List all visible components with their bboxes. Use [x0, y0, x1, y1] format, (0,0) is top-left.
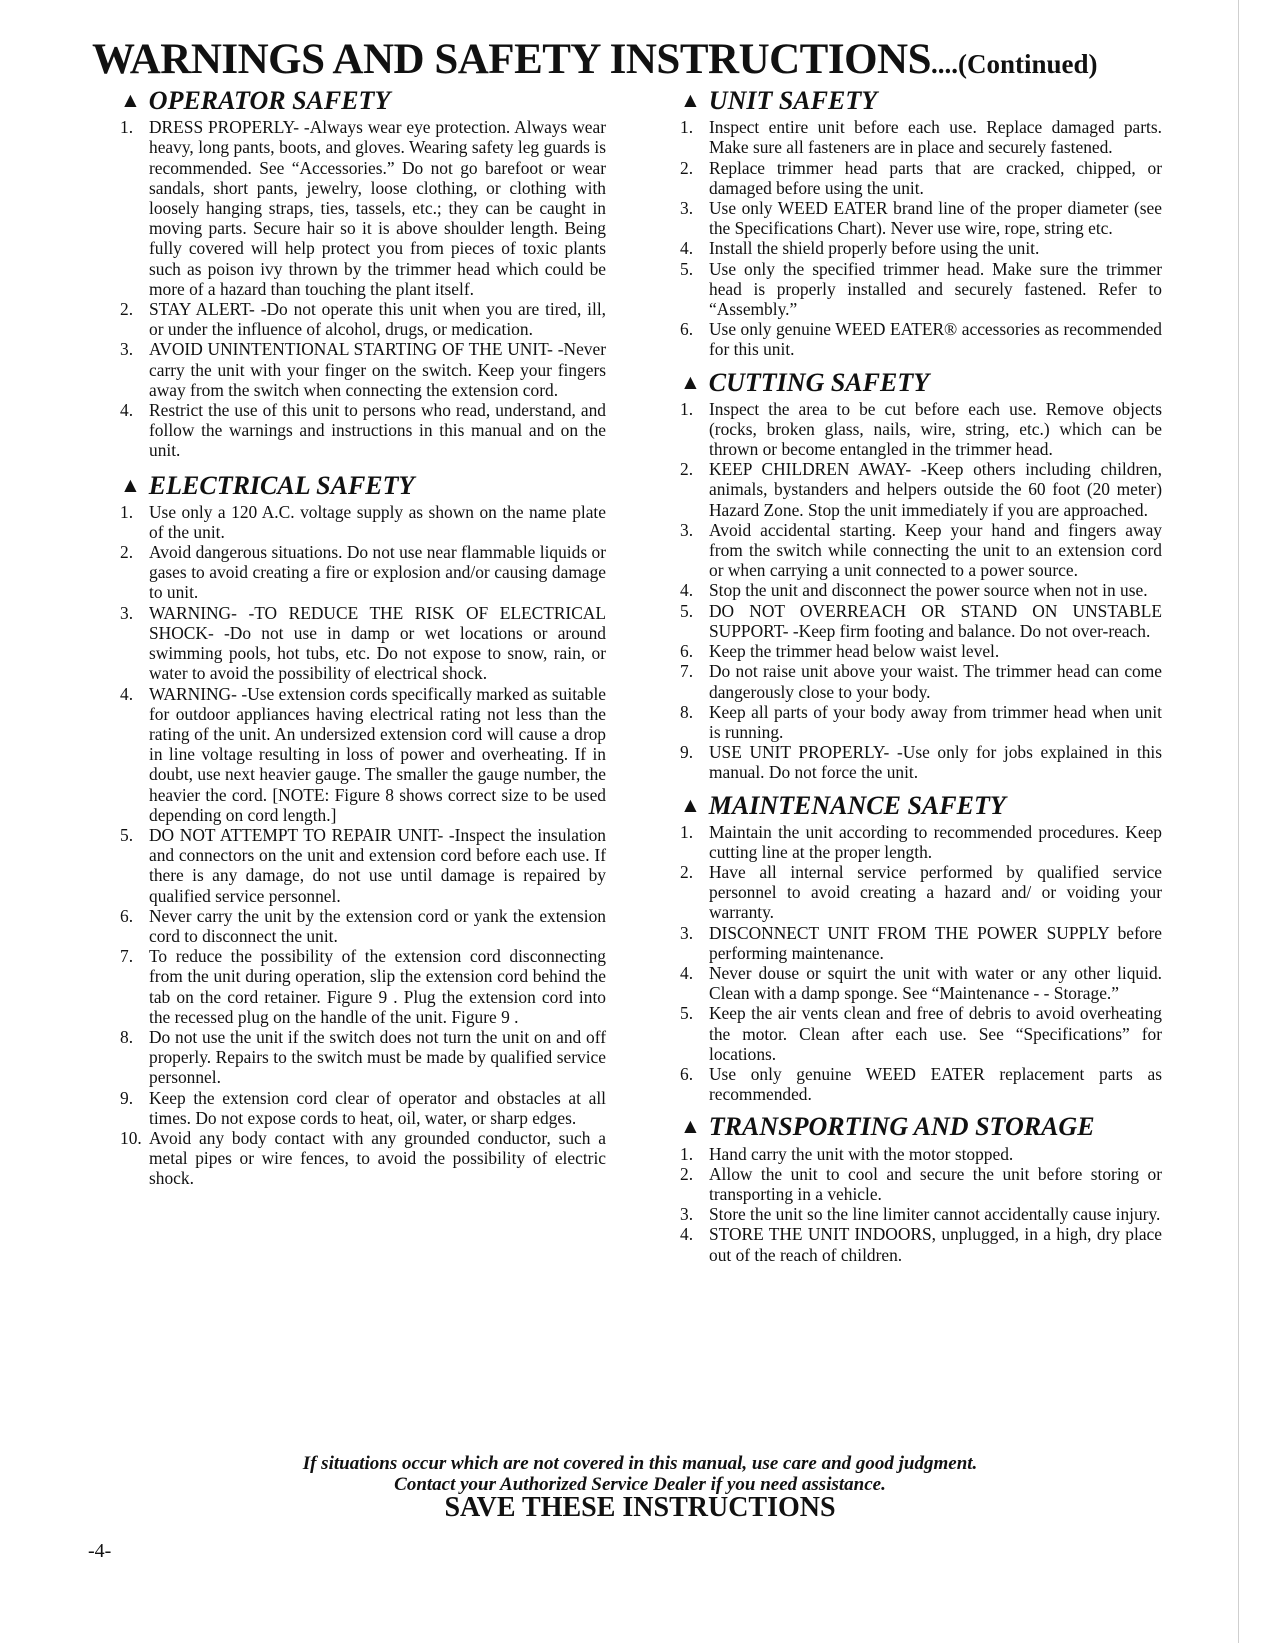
list-item	[680, 702, 1162, 742]
item-text: WARNING- -Use extension cords specifically marked as suitable for outdoor appliances having electrical rating not less than the rating of the unit. An undersized extension cord will cause a drop in line voltage resulting in loss of power and overheating. If in doubt, use next heavier gauge. The smaller the gauge number, the heavier the cord. [NOTE: Figure 8 shows correct size to be used depending on cord length.]	[149, 683, 606, 825]
item-number: 6.	[120, 905, 134, 926]
item-text: Inspect the area to be cut before each use. Remove objects (rocks, broken glass, nails, wire, string, etc.) which can be thrown or become entangled in the trimmer head.	[709, 398, 1162, 460]
list-item	[680, 1224, 1162, 1264]
item-number: 5.	[680, 600, 694, 621]
item-number: 1.	[680, 821, 694, 842]
item-number: 2.	[680, 862, 694, 883]
section-heading	[120, 86, 606, 115]
list-item	[680, 742, 1162, 782]
warning-triangle-icon: ▲	[120, 472, 141, 497]
item-text: DO NOT OVERREACH OR STAND ON UNSTABLE SUPPORT- -Keep firm footing and balance. Do not over-reach.	[709, 600, 1162, 641]
warning-triangle-icon: ▲	[680, 1114, 701, 1139]
item-number: 4.	[680, 1224, 694, 1245]
list-item	[680, 923, 1162, 963]
section-heading	[680, 791, 1162, 820]
item-number: 1.	[120, 117, 134, 138]
warning-triangle-icon: ▲	[120, 88, 141, 112]
list-item	[680, 520, 1162, 581]
item-text: Replace trimmer head parts that are cracked, chipped, or damaged before using the unit.	[709, 157, 1162, 198]
item-number: 6.	[680, 641, 694, 662]
item-number: 3.	[120, 602, 134, 623]
item-number: 9.	[120, 1087, 134, 1108]
electrical-safety-list	[120, 502, 606, 1189]
list-item	[680, 963, 1162, 1003]
item-text: KEEP CHILDREN AWAY- -Keep others including children, animals, bystanders and helpers outside the 60 foot (20 meter) Hazard Zone. Stop the unit immediately if you are approached.	[709, 459, 1162, 520]
list-item	[680, 399, 1162, 460]
item-number: 2.	[680, 157, 694, 178]
item-text: DRESS PROPERLY- -Always wear eye protection. Always wear heavy, long pants, boots, and gloves. Wearing safety leg guards is recommended. See “Accessories.” Do not go barefoot or wear sandals, short pants, jewelry, loose clothing, or clothing with loosely hanging straps, ties, tassels, etc.; they can be caught in moving parts. Secure hair so it is above shoulder length. Being fully covered will help protect you from pieces of toxic plants such as poison ivy thrown by the trimmer head which could be more of a hazard than touching the plant itself.	[149, 117, 606, 299]
item-number: 1.	[120, 501, 134, 522]
list-item	[680, 580, 1162, 600]
item-text: Use only the specified trimmer head. Make sure the trimmer head is properly installed and securely fastened. Refer to “Assembly.”	[709, 258, 1162, 319]
item-text: Avoid any body contact with any grounded conductor, such a metal pipes or wire fences, to avoid the possibility of electric shock.	[149, 1127, 606, 1189]
item-text: STAY ALERT- -Do not operate this unit when you are tired, ill, or under the influence of alcohol, drugs, or medication.	[149, 298, 606, 340]
item-text: Use only genuine WEED EATER replacement parts as recommended.	[709, 1064, 1162, 1105]
right-column	[680, 86, 1162, 1265]
section-heading-text: OPERATOR SAFETY	[148, 86, 391, 115]
list-item	[120, 946, 606, 1027]
item-text: Never douse or squirt the unit with water or any other liquid. Clean with a damp sponge. See “Maintenance - - Storage.”	[709, 963, 1162, 1004]
list-item	[120, 117, 606, 299]
scan-edge-divider	[1238, 0, 1239, 1643]
section-heading-text: UNIT SAFETY	[708, 86, 878, 115]
item-number: 3.	[680, 922, 694, 943]
list-item	[120, 339, 606, 400]
item-text: Never carry the unit by the extension cord or yank the extension cord to disconnect the unit.	[149, 905, 606, 946]
electrical-safety-section	[120, 471, 606, 1189]
footer-note-line-2: Contact your Authorized Service Dealer if you need assistance.	[394, 1474, 886, 1495]
item-text: Have all internal service performed by qualified service personnel to avoid creating a hazard and/ or voiding your warranty.	[709, 862, 1162, 923]
item-number: 8.	[680, 701, 694, 722]
list-item	[120, 502, 606, 542]
list-item	[680, 459, 1162, 520]
item-text: Do not raise unit above your waist. The trimmer head can come dangerously close to your body.	[709, 661, 1162, 702]
item-number: 2.	[680, 459, 694, 480]
section-heading	[680, 368, 1162, 397]
item-number: 4.	[680, 238, 694, 259]
list-item	[120, 1027, 606, 1088]
item-text: Avoid dangerous situations. Do not use near flammable liquids or gases to avoid creating a fire or explosion and/or causing damage to unit.	[149, 542, 606, 603]
item-number: 3.	[680, 1204, 694, 1225]
item-number: 6.	[680, 1064, 694, 1085]
section-heading	[680, 86, 1162, 115]
list-item	[120, 906, 606, 946]
list-item	[120, 542, 606, 603]
item-number: 9.	[680, 742, 694, 763]
item-number: 5.	[680, 258, 694, 279]
item-number: 2.	[680, 1163, 694, 1184]
list-item	[680, 822, 1162, 862]
list-item	[120, 684, 606, 825]
list-item	[680, 1164, 1162, 1204]
item-text: Keep the air vents clean and free of debris to avoid overheating the motor. Clean after each use. See “Specifications” for locations.	[709, 1003, 1162, 1064]
list-item	[680, 117, 1162, 157]
item-number: 8.	[120, 1026, 134, 1047]
item-number: 3.	[680, 519, 694, 540]
item-text: Store the unit so the line limiter cannot accidentally cause injury.	[709, 1204, 1161, 1225]
section-heading-text: CUTTING SAFETY	[708, 367, 930, 397]
item-number: 7.	[680, 661, 694, 682]
save-instructions-banner: SAVE THESE INSTRUCTIONS	[444, 1492, 836, 1523]
list-item	[120, 825, 606, 906]
section-heading-text: TRANSPORTING AND STORAGE	[708, 1112, 1095, 1142]
list-item	[120, 1128, 606, 1189]
list-item	[120, 400, 606, 461]
item-text: Install the shield properly before using the unit.	[709, 238, 1040, 259]
item-number: 3.	[680, 197, 694, 218]
item-text: Hand carry the unit with the motor stopped.	[709, 1143, 1014, 1164]
item-text: Allow the unit to cool and secure the unit before storing or transporting in a vehicle.	[709, 1163, 1162, 1204]
item-number: 4.	[120, 399, 134, 420]
page-number: -4-	[88, 1540, 112, 1562]
list-item	[680, 238, 1162, 258]
list-item	[680, 661, 1162, 701]
list-item	[680, 641, 1162, 661]
operator-safety-list	[120, 117, 606, 460]
item-text: Use only genuine WEED EATER® accessories as recommended for this unit.	[709, 319, 1162, 360]
item-number: 1.	[680, 117, 694, 138]
transporting-storage-list	[680, 1144, 1162, 1265]
item-text: DISCONNECT UNIT FROM THE POWER SUPPLY before performing maintenance.	[709, 922, 1162, 963]
item-number: 7.	[120, 946, 134, 967]
list-item	[680, 158, 1162, 198]
list-item	[680, 601, 1162, 641]
item-text: Restrict the use of this unit to persons who read, understand, and follow the warnings and instructions in this manual and on the unit.	[149, 399, 606, 461]
item-text: Use only a 120 A.C. voltage supply as shown on the name plate of the unit.	[149, 501, 606, 542]
list-item	[120, 1088, 606, 1128]
item-text: Avoid accidental starting. Keep your hand and fingers away from the switch while connecting the unit to an extension cord or when carrying a unit connected to a power source.	[709, 519, 1162, 581]
item-text: Keep the trimmer head below waist level.	[709, 641, 1000, 662]
list-item	[120, 299, 606, 339]
item-text: Keep the extension cord clear of operator and obstacles at all times. Do not expose cords to heat, oil, water, or sharp edges.	[149, 1087, 606, 1128]
list-item	[680, 862, 1162, 923]
item-number: 5.	[120, 824, 134, 845]
item-text: Stop the unit and disconnect the power source when not in use.	[709, 580, 1148, 601]
warning-triangle-icon: ▲	[680, 369, 701, 394]
item-text: USE UNIT PROPERLY- -Use only for jobs explained in this manual. Do not force the unit.	[709, 742, 1162, 783]
footer-note	[120, 1453, 1160, 1495]
item-text: WARNING- -TO REDUCE THE RISK OF ELECTRICAL SHOCK- -Do not use in damp or wet locations or around swimming pools, hot tubs, etc. Do not expose to snow, rain, or water to avoid the possibility of electrical shock.	[149, 602, 606, 684]
item-text: STORE THE UNIT INDOORS, unplugged, in a high, dry place out of the reach of children.	[709, 1224, 1162, 1265]
item-number: 1.	[680, 398, 694, 419]
operator-safety-section	[120, 86, 606, 461]
item-number: 6.	[680, 319, 694, 340]
item-number: 3.	[120, 339, 134, 360]
maintenance-safety-section	[680, 791, 1162, 1105]
unit-safety-section	[680, 86, 1162, 360]
list-item	[680, 1003, 1162, 1064]
unit-safety-list	[680, 117, 1162, 359]
continued-label: ....(Continued)	[931, 49, 1098, 79]
item-text: To reduce the possibility of the extension cord disconnecting from the unit during operation, slip the extension cord behind the tab on the cord retainer. Figure 9 . Plug the extension cord into the recessed plug on the handle of the unit. Figure 9 .	[149, 946, 606, 1027]
warning-triangle-icon: ▲	[680, 792, 701, 817]
list-item	[680, 319, 1162, 359]
page-title	[92, 38, 1232, 81]
cutting-safety-list	[680, 399, 1162, 783]
item-text: Use only WEED EATER brand line of the proper diameter (see the Specifications Chart). Never use wire, rope, string etc.	[709, 197, 1162, 239]
warning-triangle-icon: ▲	[680, 88, 701, 112]
list-item	[680, 1064, 1162, 1104]
item-text: Do not use the unit if the switch does not turn the unit on and off properly. Repairs to the switch must be made by qualified service personnel.	[149, 1026, 606, 1088]
footer-note-line-1: If situations occur which are not covered in this manual, use care and good judgment.	[302, 1453, 978, 1474]
list-item	[680, 259, 1162, 320]
item-text: AVOID UNINTENTIONAL STARTING OF THE UNIT- -Never carry the unit with your finger on the switch. Keep your fingers away from the switch when connecting the extension cord.	[149, 339, 606, 400]
item-text: Inspect entire unit before each use. Replace damaged parts. Make sure all fasteners are in place and securely fastened.	[709, 117, 1162, 158]
item-number: 2.	[120, 542, 134, 563]
section-heading	[120, 471, 606, 500]
item-number: 4.	[680, 963, 694, 984]
list-item	[120, 603, 606, 684]
item-number: 4.	[120, 683, 134, 704]
section-heading-text: MAINTENANCE SAFETY	[708, 790, 1006, 820]
section-heading	[680, 1112, 1162, 1141]
item-text: Keep all parts of your body away from trimmer head when unit is running.	[709, 701, 1162, 742]
item-number: 10.	[120, 1127, 142, 1148]
list-item	[680, 198, 1162, 238]
list-item	[680, 1144, 1162, 1164]
cutting-safety-section	[680, 368, 1162, 783]
item-text: DO NOT ATTEMPT TO REPAIR UNIT- -Inspect the insulation and connectors on the unit and extension cord before each use. If there is any damage, do not use until damage is repaired by qualified service personnel.	[149, 824, 606, 906]
transporting-storage-section	[680, 1112, 1162, 1264]
page-title-text: WARNINGS AND SAFETY INSTRUCTIONS	[92, 36, 932, 83]
list-item	[680, 1204, 1162, 1224]
item-text: Maintain the unit according to recommended procedures. Keep cutting line at the proper length.	[709, 821, 1162, 862]
item-number: 4.	[680, 580, 694, 601]
maintenance-safety-list	[680, 822, 1162, 1105]
section-heading-text: ELECTRICAL SAFETY	[148, 470, 415, 500]
item-number: 2.	[120, 298, 134, 319]
item-number: 1.	[680, 1143, 694, 1164]
left-column	[120, 86, 606, 1189]
item-number: 5.	[680, 1003, 694, 1024]
